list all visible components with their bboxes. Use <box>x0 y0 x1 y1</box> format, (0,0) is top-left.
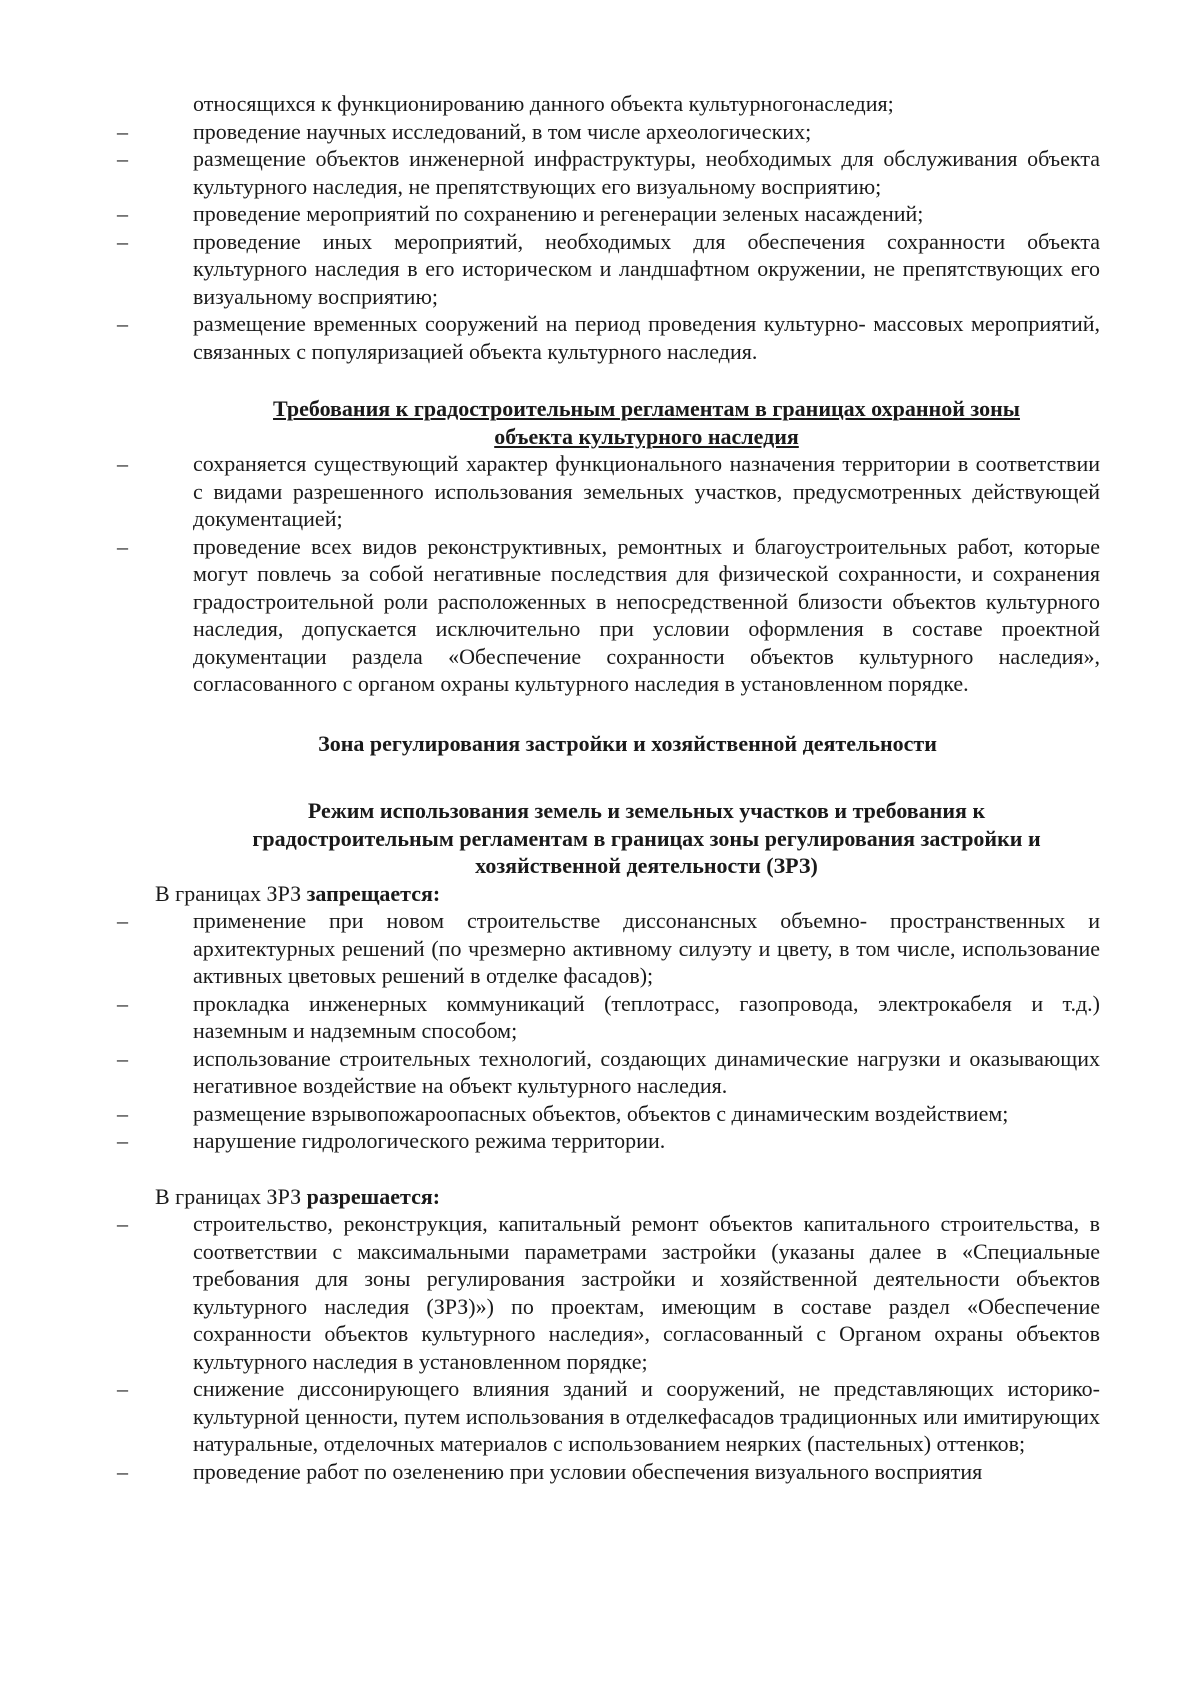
forbidden-intro: В границах ЗРЗ запрещается: <box>155 880 441 906</box>
allowed-intro: В границах ЗРЗ разрешается: <box>155 1183 441 1209</box>
dash-bullet-icon: – <box>117 1045 128 1071</box>
list-item: – проведение всех видов реконструктивных, ремонтных и благоустроительных работ, которые могут повлечь за собой негативные последствия для физической сохранности, и сохранения градостроительной роли расположенных в непосредственной близости объектов культурного наследия, допускается исключительно при условии оформления в составе проектной документации раздела «Обеспечение сохранности объектов культурного наследия», согласованного с органом охраны культурного наследия в установленном порядке. <box>117 533 1100 696</box>
list-item: – размещение временных сооружений на период проведения культурно- массовых мероприятий, связанных с популяризацией объекта культурного наследия. <box>117 311 1100 364</box>
requirements-list <box>117 450 1100 698</box>
document-page <box>117 90 1100 1485</box>
list-item: – использование строительных технологий, создающих динамические нагрузки и оказывающих негативное воздействие на объект культурного наследия. <box>117 1045 1100 1098</box>
zone-regulation-heading: Зона регулирования застройки и хозяйственной деятельности <box>318 730 937 756</box>
list-item-continuation: относящихся к функционированию данного объекта культурногонаследия; <box>193 91 894 116</box>
dash-bullet-icon: – <box>117 228 128 254</box>
dash-bullet-icon: – <box>117 451 128 476</box>
list-item: – проведение мероприятий по сохранению и регенерации зеленых насаждений; <box>117 201 924 226</box>
dash-bullet-icon: – <box>117 1376 128 1401</box>
list-item: – проведение иных мероприятий, необходимых для обеспечения сохранности объекта культурного наследия в его историческом и ландшафтном окружении, не препятствующих его визуальному восприятию; <box>117 228 1100 309</box>
protective-zone-requirements-heading: Требования к градостроительным регламентам в границах охранной зоны объекта культурного наследия <box>273 396 1020 449</box>
dash-bullet-icon: – <box>117 533 128 559</box>
list-item: – размещение взрывопожароопасных объектов, объектов с динамическим воздействием; <box>117 1100 1009 1126</box>
dash-bullet-icon: – <box>117 1211 128 1236</box>
list-item: – снижение диссонирующего влияния зданий и сооружений, не представляющих историко-культурной ценности, путем использования в отделкефасадов традиционных или имитирующих натуральные, отделочных материалов с использованием неярких (пастельных) оттенков; <box>117 1376 1100 1456</box>
dash-bullet-icon: – <box>117 1128 128 1153</box>
list-item: – проведение работ по озеленению при условии обеспечения визуального восприятия <box>117 1458 983 1484</box>
list-item: – прокладка инженерных коммуникаций (теплотрасс, газопровода, электрокабеля и т.д.) наземным и надземным способом; <box>117 990 1100 1043</box>
land-use-regime-heading: Режим использования земель и земельных участков и требования к градостроительным регламентам в границах зоны регулирования застройки и хозяйственной деятельности (ЗРЗ) <box>252 798 1041 878</box>
list-item: – размещение объектов инженерной инфраструктуры, необходимых для обслуживания объекта культурного наследия, не препятствующих его визуальному восприятию; <box>117 146 1100 199</box>
dash-bullet-icon: – <box>117 990 128 1016</box>
forbidden-list <box>117 907 1100 1155</box>
dash-bullet-icon: – <box>117 201 128 226</box>
list-item: – применение при новом строительстве диссонансных объемно- пространственных и архитектурных решений (по чрезмерно активному силуэту и цвету, в том числе, использование активных цветовых решений в отделке фасадов); <box>117 908 1100 988</box>
list-item: – строительство, реконструкция, капитальный ремонт объектов капитального строительства, в соответствии с максимальными параметрами застройки (указаны далее в «Специальные требования для зоны регулирования застройки и хозяйственной деятельности объектов культурного наследия (ЗРЗ)») по проектам, имеющим в составе раздел «Обеспечение сохранности объектов культурного наследия», согласованный с Органом охраны объектов культурного наследия в установленном порядке; <box>117 1211 1100 1374</box>
list-item: – проведение научных исследований, в том числе археологических; <box>117 118 812 144</box>
dash-bullet-icon: – <box>117 118 128 144</box>
dash-bullet-icon: – <box>117 908 128 933</box>
list-item: – нарушение гидрологического режима территории. <box>117 1128 666 1153</box>
dash-bullet-icon: – <box>117 1100 128 1126</box>
list-item: – сохраняется существующий характер функционального назначения территории в соответствии с видами разрешенного использования земельных участков, предусмотренных действующей документацией; <box>117 451 1100 531</box>
dash-bullet-icon: – <box>117 146 128 171</box>
dash-bullet-icon: – <box>117 311 128 336</box>
permitted-works-list <box>117 90 1100 365</box>
allowed-list <box>117 1210 1100 1485</box>
dash-bullet-icon: – <box>117 1458 128 1484</box>
